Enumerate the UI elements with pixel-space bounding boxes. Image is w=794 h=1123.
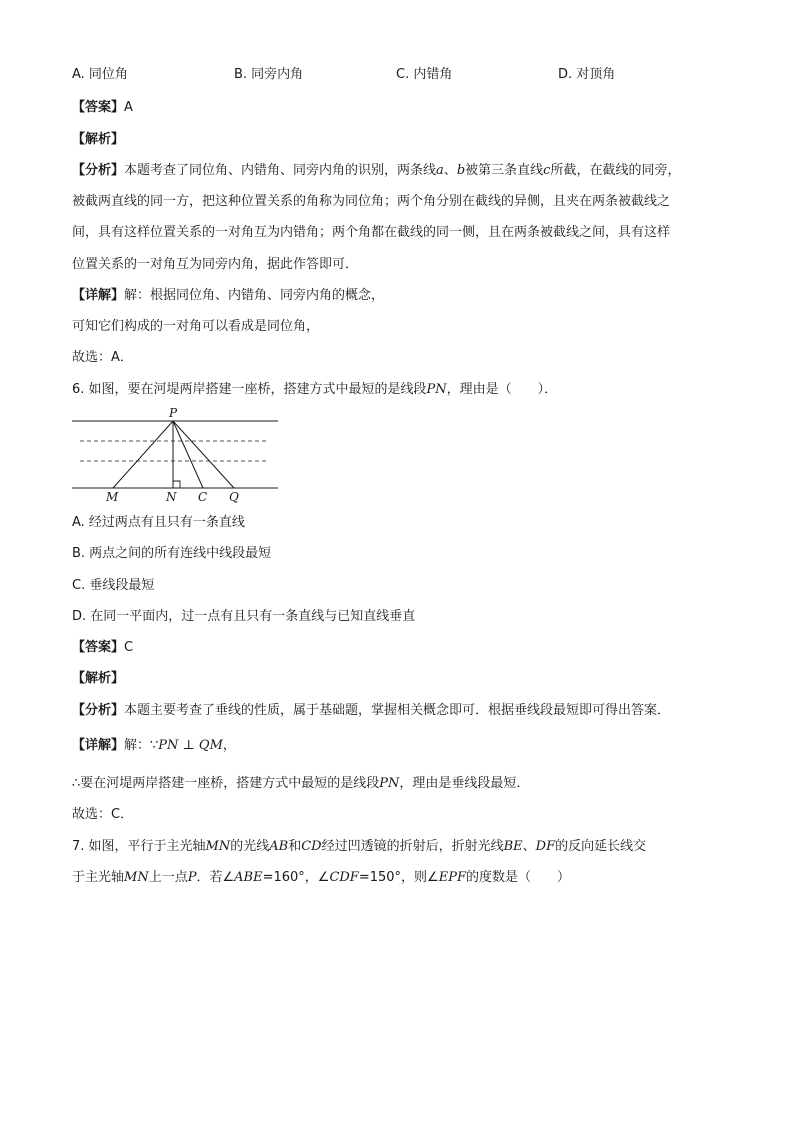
q6-analysis-tag: 【解析】 — [72, 671, 125, 686]
river-bridge-figure — [70, 404, 285, 508]
segment-pc — [173, 421, 203, 488]
q5-option-b: B. 同旁内角 — [234, 67, 304, 82]
q6-answer — [72, 639, 133, 657]
q5-option-a: A. 同位角 — [72, 67, 128, 82]
q6-choice: 故选：C． — [72, 807, 134, 822]
right-angle-mark — [173, 481, 180, 488]
detail-tag: 【详解】 — [72, 288, 125, 303]
q5-option-c: C. 内错角 — [396, 67, 453, 82]
label-p: P — [169, 406, 178, 420]
q5-fenxi-line-3: 间，具有这样位置关系的一对角互为内错角；两个角都在截线的同一侧，且在两条被截线之间，具有这样 — [72, 225, 671, 240]
q6-option-d: D. 在同一平面内，过一点有且只有一条直线与已知直线垂直 — [72, 609, 416, 624]
answer-value: A — [124, 100, 133, 115]
segment-pq — [173, 421, 234, 488]
q6-option-c: C. 垂线段最短 — [72, 578, 155, 593]
q7-stem-line-2: 于主光轴MN上一点P．若∠ABE=160°，∠CDF=150°，则∠EPF的度数是（ ） — [72, 870, 570, 885]
q5-fenxi-line-2: 被截两直线的同一方，把这种位置关系的角称为同位角；两个角分别在截线的异侧，且夹在两条被截线之 — [72, 194, 671, 209]
q5-fenxi-line-4: 位置关系的一对角互为同旁内角，据此作答即可． — [72, 257, 359, 272]
q6-detail-line-2: ∴要在河堤两岸搭建一座桥，搭建方式中最短的是线段PN，理由是垂线段最短． — [72, 776, 530, 791]
q6-option-a: A. 经过两点有且只有一条直线 — [72, 515, 245, 530]
q6-fenxi: 【分析】本题主要考查了垂线的性质，属于基础题，掌握相关概念即可．根据垂线段最短即可得出答案． — [72, 703, 671, 718]
label-m: M — [106, 490, 119, 504]
label-q: Q — [229, 490, 239, 504]
q5-option-d: D. 对顶角 — [558, 67, 616, 82]
label-n: N — [166, 490, 177, 504]
q6-stem: 6. 如图，要在河堤两岸搭建一座桥，搭建方式中最短的是线段PN，理由是（ ）． — [72, 382, 558, 397]
answer-value: C — [124, 640, 134, 655]
answer-tag: 【答案】 — [72, 100, 125, 115]
q6-detail-line-1: 【详解】解：∵PN ⊥ QM， — [72, 738, 236, 753]
q5-detail-line-2: 可知它们构成的一对角可以看成是同位角， — [72, 319, 320, 334]
fenxi-tag: 【分析】 — [72, 703, 125, 718]
q5-analysis-tag: 【解析】 — [72, 132, 125, 147]
q5-fenxi-line-1: 【分析】本题考查了同位角、内错角、同旁内角的识别，两条线a、b被第三条直线c所截，在截线的同旁， — [72, 163, 681, 178]
answer-tag: 【答案】 — [72, 640, 125, 655]
fenxi-tag: 【分析】 — [72, 163, 125, 178]
q5-answer — [72, 99, 133, 117]
q5-choice: 故选：A． — [72, 350, 133, 365]
q7-stem-line-1: 7. 如图，平行于主光轴MN的光线AB和CD经过凹透镜的折射后，折射光线BE、DF的反向延长线交 — [72, 839, 647, 854]
detail-tag: 【详解】 — [72, 738, 125, 753]
label-c: C — [198, 490, 208, 504]
q6-option-b: B. 两点之间的所有连线中线段最短 — [72, 546, 272, 561]
river-bridge-diagram — [70, 404, 285, 504]
q5-detail-line-1: 【详解】解：根据同位角、内错角、同旁内角的概念， — [72, 288, 385, 303]
segment-pm — [113, 421, 173, 488]
